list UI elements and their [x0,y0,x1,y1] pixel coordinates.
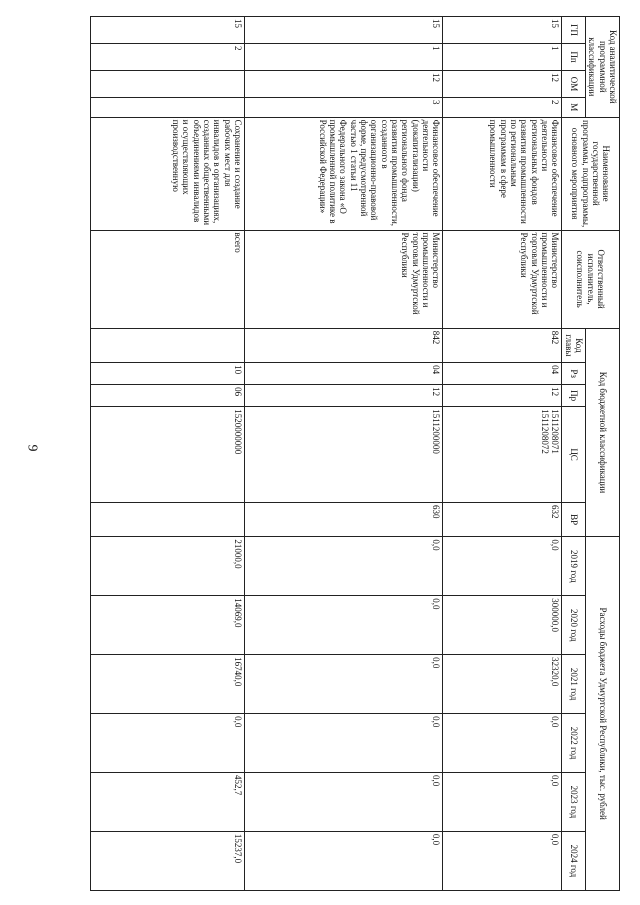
cell-m: 3 [245,98,443,118]
cell-2021: 32320,0 [443,655,562,714]
cell-m [91,98,245,118]
cell-rz: 10 [91,363,245,385]
header-m: М [562,98,586,118]
header-analytic-code: Код аналитической программной классификации [585,17,619,118]
cell-2023: 452,7 [91,772,245,831]
cell-cs: 1511208071 1511208072 [443,407,562,503]
table-row [91,17,245,891]
cell-2019: 21000,0 [91,537,245,596]
cell-m: 2 [443,98,562,118]
cell-vr: 632 [443,502,562,536]
cell-executor: всего [91,230,245,328]
cell-2022: 0,0 [91,714,245,773]
header-expenses: Расходы бюджета Удмуртской Республики, тыс. рублей [585,537,619,891]
cell-glava: 842 [245,328,443,362]
cell-2021: 16740,0 [91,655,245,714]
header-om: ОМ [562,71,586,98]
cell-cs: 1520000000 [91,407,245,503]
header-2022: 2022 год [562,714,586,773]
cell-executor: Министерство промышленности и торговли Удмуртской Республики [245,230,443,328]
header-name: Наименование государственной программы, подпрограммы, основного мероприятия [562,117,620,230]
cell-2019: 0,0 [443,537,562,596]
cell-pp: 1 [245,44,443,71]
cell-2021: 0,0 [245,655,443,714]
cell-om [91,71,245,98]
table-row [443,17,562,891]
cell-pr: 12 [443,385,562,407]
header-pp: Пп [562,44,586,71]
cell-2023: 0,0 [245,772,443,831]
cell-2020: 14069,0 [91,596,245,655]
cell-cs: 1511200000 [245,407,443,503]
cell-gp: 15 [91,17,245,44]
header-gp: ГП [562,17,586,44]
cell-2020: 300000,0 [443,596,562,655]
budget-table [90,16,620,891]
cell-2020: 0,0 [245,596,443,655]
header-vr: ВР [562,502,586,536]
header-2021: 2021 год [562,655,586,714]
cell-2022: 0,0 [443,714,562,773]
cell-pp: 2 [91,44,245,71]
header-2024: 2024 год [562,831,586,890]
header-executor: Ответственный исполнитель, соисполнитель [562,230,620,328]
cell-executor: Министерство промышленности и торговли Удмуртской Республики [443,230,562,328]
cell-name: Финансовое обеспечение деятельности (докапитализации) регионального фонда развития промышленности, созданного в организационно-правовой форме, предусмотренной частью 1 статьи 11 Федерального закона «О промышленной политике в Российской Федерации» [245,117,443,230]
cell-name: Сохранение и создание рабочих мест для инвалидов в организациях, созданных общественными объединениями инвалидов и осуществляющих производственную [91,117,245,230]
cell-name: Финансовое обеспечение деятельности региональных фондов развития промышленности по региональным программам в сфере промышленности [443,117,562,230]
header-2019: 2019 год [562,537,586,596]
cell-gp: 15 [245,17,443,44]
cell-gp: 15 [443,17,562,44]
cell-2024: 0,0 [443,831,562,890]
cell-rz: 04 [443,363,562,385]
cell-2023: 0,0 [443,772,562,831]
cell-om: 12 [443,71,562,98]
cell-pr: 06 [91,385,245,407]
header-2023: 2023 год [562,772,586,831]
header-2020: 2020 год [562,596,586,655]
cell-2024: 0,0 [245,831,443,890]
cell-2024: 15237,0 [91,831,245,890]
header-rz: Рз [562,363,586,385]
cell-2019: 0,0 [245,537,443,596]
cell-vr [91,502,245,536]
cell-pp: 1 [443,44,562,71]
cell-glava: 842 [443,328,562,362]
cell-pr: 12 [245,385,443,407]
header-glava: Код главы [562,328,586,362]
cell-2022: 0,0 [245,714,443,773]
cell-glava [91,328,245,362]
budget-table-container [90,16,620,891]
cell-rz: 04 [245,363,443,385]
cell-vr: 630 [245,502,443,536]
page-number: 9 [24,444,40,452]
cell-om: 12 [245,71,443,98]
header-budget-code: Код бюджетной классификации [585,328,619,537]
header-cs: ЦС [562,407,586,503]
header-pr: Пр [562,385,586,407]
table-row [245,17,443,891]
